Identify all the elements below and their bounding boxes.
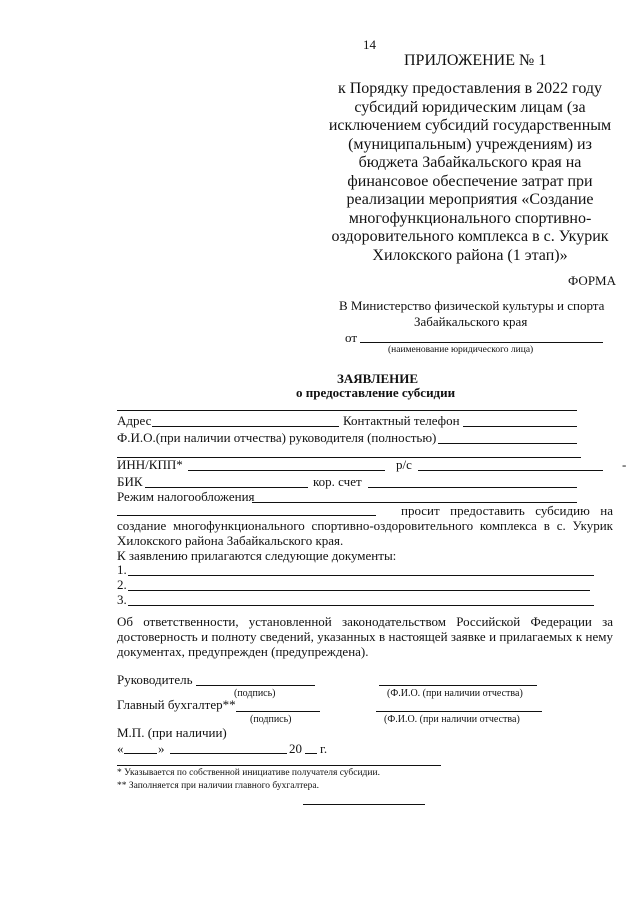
responsibility-line1	[117, 614, 613, 630]
responsibility-word: достоверность	[117, 629, 198, 644]
date-open-quote: «	[117, 741, 124, 756]
request-word: в	[543, 518, 550, 533]
chief-accountant-label: Главный бухгалтер**	[117, 697, 236, 712]
bik-label: БИК	[117, 474, 143, 489]
responsibility-word: заявке	[450, 629, 486, 644]
responsibility-line2	[117, 629, 613, 645]
tax-regime-label: Режим налогообложения	[117, 489, 255, 504]
addressee-line1: В Министерство физической культуры и спорта	[339, 298, 605, 313]
applicant-name-line[interactable]	[117, 410, 577, 411]
request-text-line2	[117, 518, 613, 534]
phone-label: Контактный телефон	[343, 413, 460, 428]
head-name-label: Ф.И.О.(при наличии отчества) руководителя (полностью)	[117, 430, 437, 445]
account-field-line[interactable]	[418, 470, 603, 471]
attachment-line-1[interactable]	[128, 575, 594, 576]
appendix-line: исключением субсидий государственным	[328, 117, 612, 134]
from-label: от	[345, 330, 358, 345]
attachment-number: 2.	[117, 577, 127, 592]
page-number: 14	[363, 37, 376, 52]
responsibility-word: прилагаемых	[499, 629, 573, 644]
corr-account-label: кор. счет	[313, 474, 362, 489]
responsibility-word: Федерации	[530, 614, 592, 629]
appendix-line: бюджета Забайкальского края на	[358, 154, 582, 171]
attachments-label: К заявлению прилагаются следующие документы:	[117, 548, 397, 563]
date-year-line[interactable]	[305, 753, 317, 754]
document-subtitle: о предоставление субсидии	[296, 385, 456, 400]
request-text-line1	[401, 503, 613, 519]
inn-kpp-field-line[interactable]	[188, 470, 385, 471]
date-month-line[interactable]	[170, 753, 287, 754]
request-word: просит	[401, 503, 440, 518]
head-name-field-line[interactable]	[438, 443, 577, 444]
appendix-description	[320, 80, 620, 265]
request-word: многофункционального	[173, 518, 305, 533]
chief-accountant-name-caption: (Ф.И.О. (при наличии отчества)	[384, 714, 520, 725]
date-close-quote: »	[158, 741, 165, 756]
phone-field-line[interactable]	[463, 426, 577, 427]
bottom-separator	[303, 804, 425, 805]
from-field-line[interactable]	[360, 342, 603, 343]
request-word: Укурик	[572, 518, 613, 533]
head-name-continuation-line[interactable]	[117, 457, 581, 458]
appendix-line: финансовое обеспечение затрат при	[347, 172, 593, 190]
attachment-line-3[interactable]	[128, 605, 594, 606]
account-dash: -	[622, 457, 627, 472]
responsibility-word: настоящей	[388, 629, 448, 644]
appendix-line: многофункционального спортивно-	[348, 209, 592, 227]
corr-account-field-line[interactable]	[368, 487, 577, 488]
head-signature-caption: (подпись)	[234, 688, 276, 699]
request-word: субсидию	[535, 503, 590, 518]
date-day-line[interactable]	[124, 753, 157, 754]
responsibility-word: полноту	[211, 629, 257, 644]
from-caption: (наименование юридического лица)	[388, 345, 534, 355]
responsibility-word: указанных	[317, 629, 376, 644]
appendix-line: субсидий юридическим лицам (за	[354, 98, 586, 116]
responsibility-word: Об	[117, 614, 134, 629]
request-word: предоставить	[450, 503, 525, 518]
head-signature-line[interactable]	[196, 685, 315, 686]
chief-accountant-signature-line[interactable]	[236, 711, 320, 712]
attachment-number: 3.	[117, 592, 127, 607]
request-word: комплекса	[479, 518, 537, 533]
appendix-line: оздоровительного комплекса в с. Укурик	[331, 228, 609, 245]
applicant-request-line[interactable]	[117, 515, 376, 516]
responsibility-line3: документах, предупрежден (предупреждена).	[117, 644, 369, 659]
responsibility-word: Российской	[456, 614, 521, 629]
responsibility-word: к	[575, 629, 583, 644]
request-word: на	[600, 503, 613, 518]
seal-label: М.П. (при наличии)	[117, 725, 227, 740]
document-title: ЗАЯВЛЕНИЕ	[337, 371, 419, 386]
attachment-line-2[interactable]	[128, 590, 590, 591]
attachment-number: 1.	[117, 562, 127, 577]
responsibility-word: нему	[585, 629, 613, 644]
footnote-1: * Указывается по собственной инициативе получателя субсидии.	[117, 768, 380, 778]
responsibility-word: в	[379, 629, 386, 644]
date-year: 20	[289, 741, 302, 756]
appendix-line: к Порядку предоставления в 2022 году	[337, 80, 603, 97]
responsibility-word: за	[602, 614, 613, 629]
responsibility-word: законодательством	[341, 614, 446, 629]
date-year-suffix: г.	[320, 741, 328, 756]
head-name-caption: (Ф.И.О. (при наличии отчества)	[387, 688, 523, 699]
chief-accountant-name-line[interactable]	[376, 711, 542, 712]
request-text-line3: Хилокского района Забайкальского края.	[117, 533, 344, 548]
request-word: создание	[117, 518, 167, 533]
form-label: ФОРМА	[568, 273, 616, 288]
appendix-line: (муниципальным) учреждениям) из	[348, 135, 592, 153]
address-field-line[interactable]	[152, 426, 339, 427]
request-word: спортивно-оздоровительного	[311, 518, 474, 533]
responsibility-word: и	[201, 629, 209, 644]
inn-kpp-label: ИНН/КПП*	[117, 457, 183, 472]
request-word: с.	[556, 518, 566, 533]
responsibility-word: сведений,	[259, 629, 314, 644]
chief-accountant-signature-caption: (подпись)	[250, 714, 292, 725]
responsibility-word: ответственности,	[143, 614, 239, 629]
addressee-line2: Забайкальского края	[414, 314, 528, 329]
bik-field-line[interactable]	[145, 487, 308, 488]
address-label: Адрес	[117, 413, 152, 428]
footnote-2: ** Заполняется при наличии главного бухгалтера.	[117, 781, 319, 791]
account-label: р/с	[396, 457, 412, 472]
responsibility-word: и	[489, 629, 497, 644]
appendix-line: реализации мероприятия «Создание	[346, 191, 594, 208]
responsibility-word: установленной	[248, 614, 332, 629]
head-label: Руководитель	[117, 672, 193, 687]
head-name-signature-line[interactable]	[379, 685, 537, 686]
appendix-title: ПРИЛОЖЕНИЕ № 1	[404, 52, 547, 69]
footnote-separator	[117, 765, 441, 766]
appendix-line: Хилокского района (1 этап)»	[372, 246, 568, 264]
